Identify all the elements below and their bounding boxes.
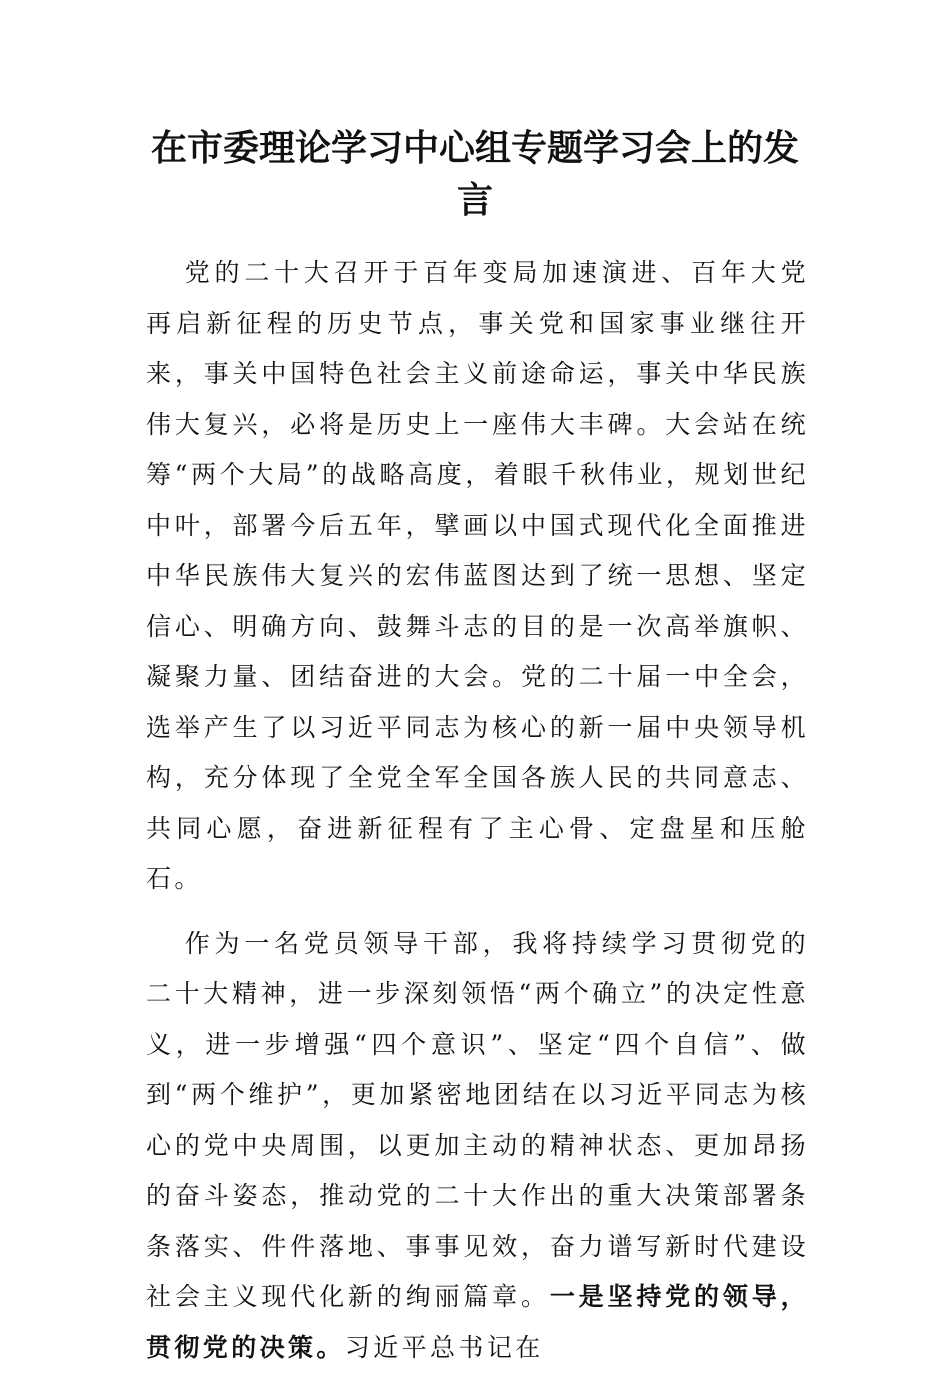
paragraph-2-text-after: 习近平总书记在 <box>345 1333 544 1362</box>
document-title: 在市委理论学习中心组专题学习会上的发言 <box>140 122 810 226</box>
paragraph-2-bold-heading: 一是坚持党的领导，贯彻党的决策。 <box>146 1282 809 1362</box>
paragraph-1: 党的二十大召开于百年变局加速演进、百年大党再启新征程的历史节点，事关党和国家事业继往开来，事关中国特色社会主义前途命运，事关中华民族伟大复兴，必将是历史上一座伟大丰碑。大会站在统筹“两个大局”的战略高度，着眼千秋伟业，规划世纪中叶，部署今后五年，擘画以中国式现代化全面推进中华民族伟大复兴的宏伟蓝图达到了统一思想、坚定信心、明确方向、鼓舞斗志的目的是一次高举旗帜、凝聚力量、团结奋进的大会。党的二十届一中全会，选举产生了以习近平同志为核心的新一届中央领导机构，充分体现了全党全军全国各族人民的共同意志、共同心愿，奋进新征程有了主心骨、定盘星和压舱石。 <box>146 248 809 905</box>
paragraph-2 <box>146 919 809 1373</box>
document-body <box>146 248 809 1373</box>
paragraph-2-text-before: 作为一名党员领导干部，我将持续学习贯彻党的二十大精神，进一步深刻领悟“两个确立”的决定性意义，进一步增强“四个意识”、坚定“四个自信”、做到“两个维护”，更加紧密地团结在以习近平同志为核心的党中央周围，以更加主动的精神状态、更加昂扬的奋斗姿态，推动党的二十大作出的重大决策部署条条落实、件件落地、事事见效，奋力谱写新时代建设社会主义现代化新的绚丽篇章。 <box>146 929 809 1312</box>
